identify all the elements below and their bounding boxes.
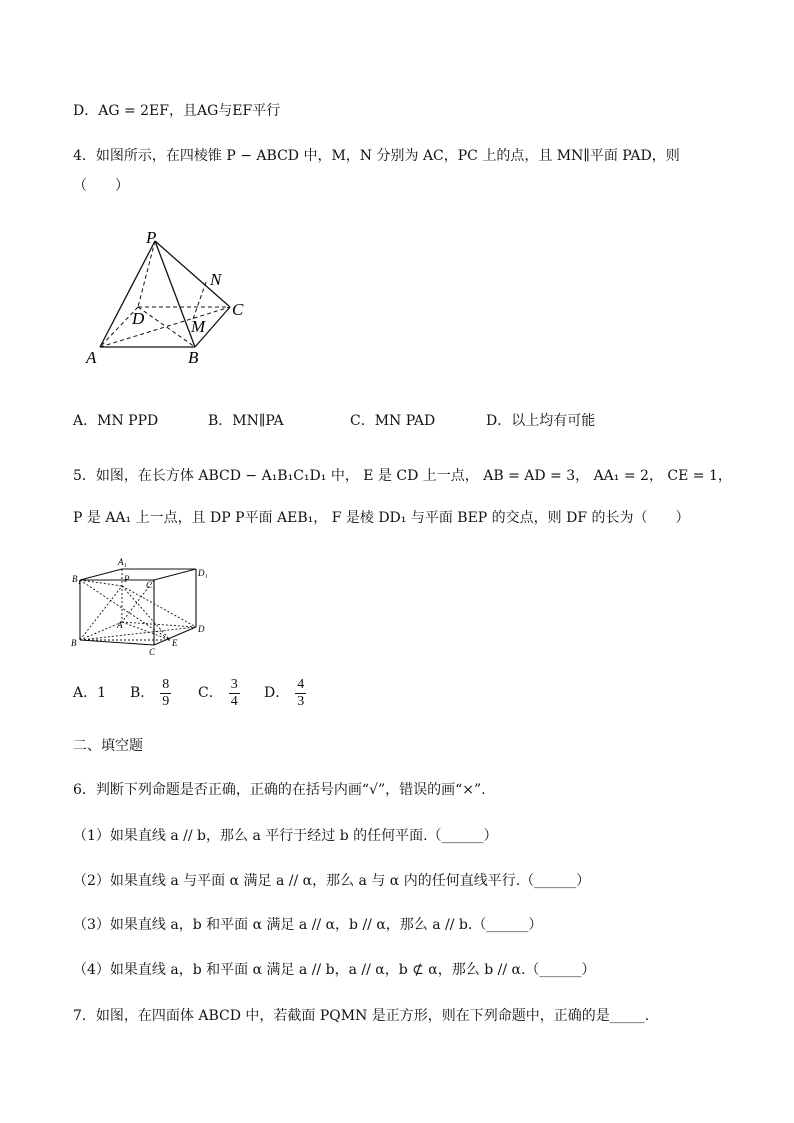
- label-C1: C₁: [146, 580, 156, 590]
- label-M: M: [191, 317, 206, 336]
- q5-option-c-prefix: C．: [198, 685, 223, 701]
- q4-option-d: D．以上均有可能: [486, 413, 596, 429]
- label-B: B: [188, 348, 199, 367]
- q5-stem-line2: P 是 AA₁ 上一点，且 DP P平面 AEB₁， F 是棱 DD₁ 与平面 BEP 的交点，则 DF 的长为（ ）: [73, 510, 690, 526]
- q5-option-b-den: 9: [162, 693, 170, 709]
- label-A: A: [86, 348, 97, 367]
- q7-stem: 7．如图，在四面体 ABCD 中，若截面 PQMN 是正方形，则在下列命题中，正确的是_____.: [73, 1008, 650, 1024]
- q6-item-4: （4）如果直线 a，b 和平面 α 满足 a // b，a // α，b ⊄ α，那么 b // α.（______）: [73, 962, 596, 978]
- q5-option-b-fraction: [160, 677, 171, 710]
- q5-option-d-fraction: [295, 677, 306, 710]
- q6-stem: 6．判断下列命题是否正确，正确的在括号内画“√”，错误的画“×”.: [73, 782, 486, 798]
- q6-item-1: （1）如果直线 a // b，那么 a 平行于经过 b 的任何平面.（______）: [73, 828, 498, 844]
- label-B: B: [71, 638, 77, 648]
- q5-cuboid-figure: [70, 556, 210, 656]
- q5-option-d-num: 4: [297, 676, 305, 692]
- q4-pyramid-figure: [80, 225, 260, 375]
- q6-item-3: （3）如果直线 a，b 和平面 α 满足 a // α，b // α，那么 a // b.（______）: [73, 917, 543, 933]
- q5-option-c-num: 3: [230, 676, 238, 692]
- label-D: D: [198, 624, 205, 634]
- q5-stem-line1: 5．如图，在长方体 ABCD − A₁B₁C₁D₁ 中， E 是 CD 上一点， AB = AD = 3， AA₁ = 2， CE = 1，: [73, 468, 732, 484]
- q5-option-b-num: 8: [162, 676, 170, 692]
- q5-option-b-prefix: B．: [130, 685, 155, 701]
- q5-option-c-den: 4: [230, 693, 238, 709]
- label-P: P: [124, 574, 130, 584]
- q4-option-b: B．MN∥PA: [208, 413, 284, 429]
- label-A1: A₁: [118, 557, 127, 567]
- q4-option-c: C．MN PAD: [350, 413, 436, 429]
- label-D1: D₁: [198, 568, 208, 578]
- q5-option-c: [198, 673, 240, 713]
- q4-stem-line2: （ ）: [73, 178, 129, 194]
- q4-stem-line1: 4．如图所示，在四棱锥 P − ABCD 中，M，N 分别为 AC，PC 上的点，且 MN∥平面 PAD，则: [73, 148, 680, 164]
- label-A: A: [117, 620, 123, 630]
- q5-option-d-prefix: D．: [264, 685, 290, 701]
- q5-option-c-fraction: [229, 677, 240, 710]
- q5-option-d-den: 3: [297, 693, 305, 709]
- q6-item-2: （2）如果直线 a 与平面 α 满足 a // α，那么 a 与 α 内的任何直线平行.（______）: [73, 873, 591, 889]
- q5-option-a: A．1: [73, 685, 107, 701]
- q4-option-a: A．MN PPD: [73, 413, 159, 429]
- label-C: C: [232, 300, 244, 319]
- label-D: D: [132, 309, 145, 328]
- label-N: N: [210, 270, 222, 289]
- section2-title: 二、填空题: [73, 738, 143, 754]
- q5-option-d: [264, 673, 306, 713]
- q3-option-d: D．AG = 2EF，且AG与EF平行: [73, 103, 281, 119]
- label-P: P: [146, 228, 157, 247]
- label-B1: B₁: [72, 574, 81, 584]
- label-C: C: [149, 647, 156, 656]
- label-E: E: [172, 638, 178, 648]
- q5-option-b: [130, 673, 171, 713]
